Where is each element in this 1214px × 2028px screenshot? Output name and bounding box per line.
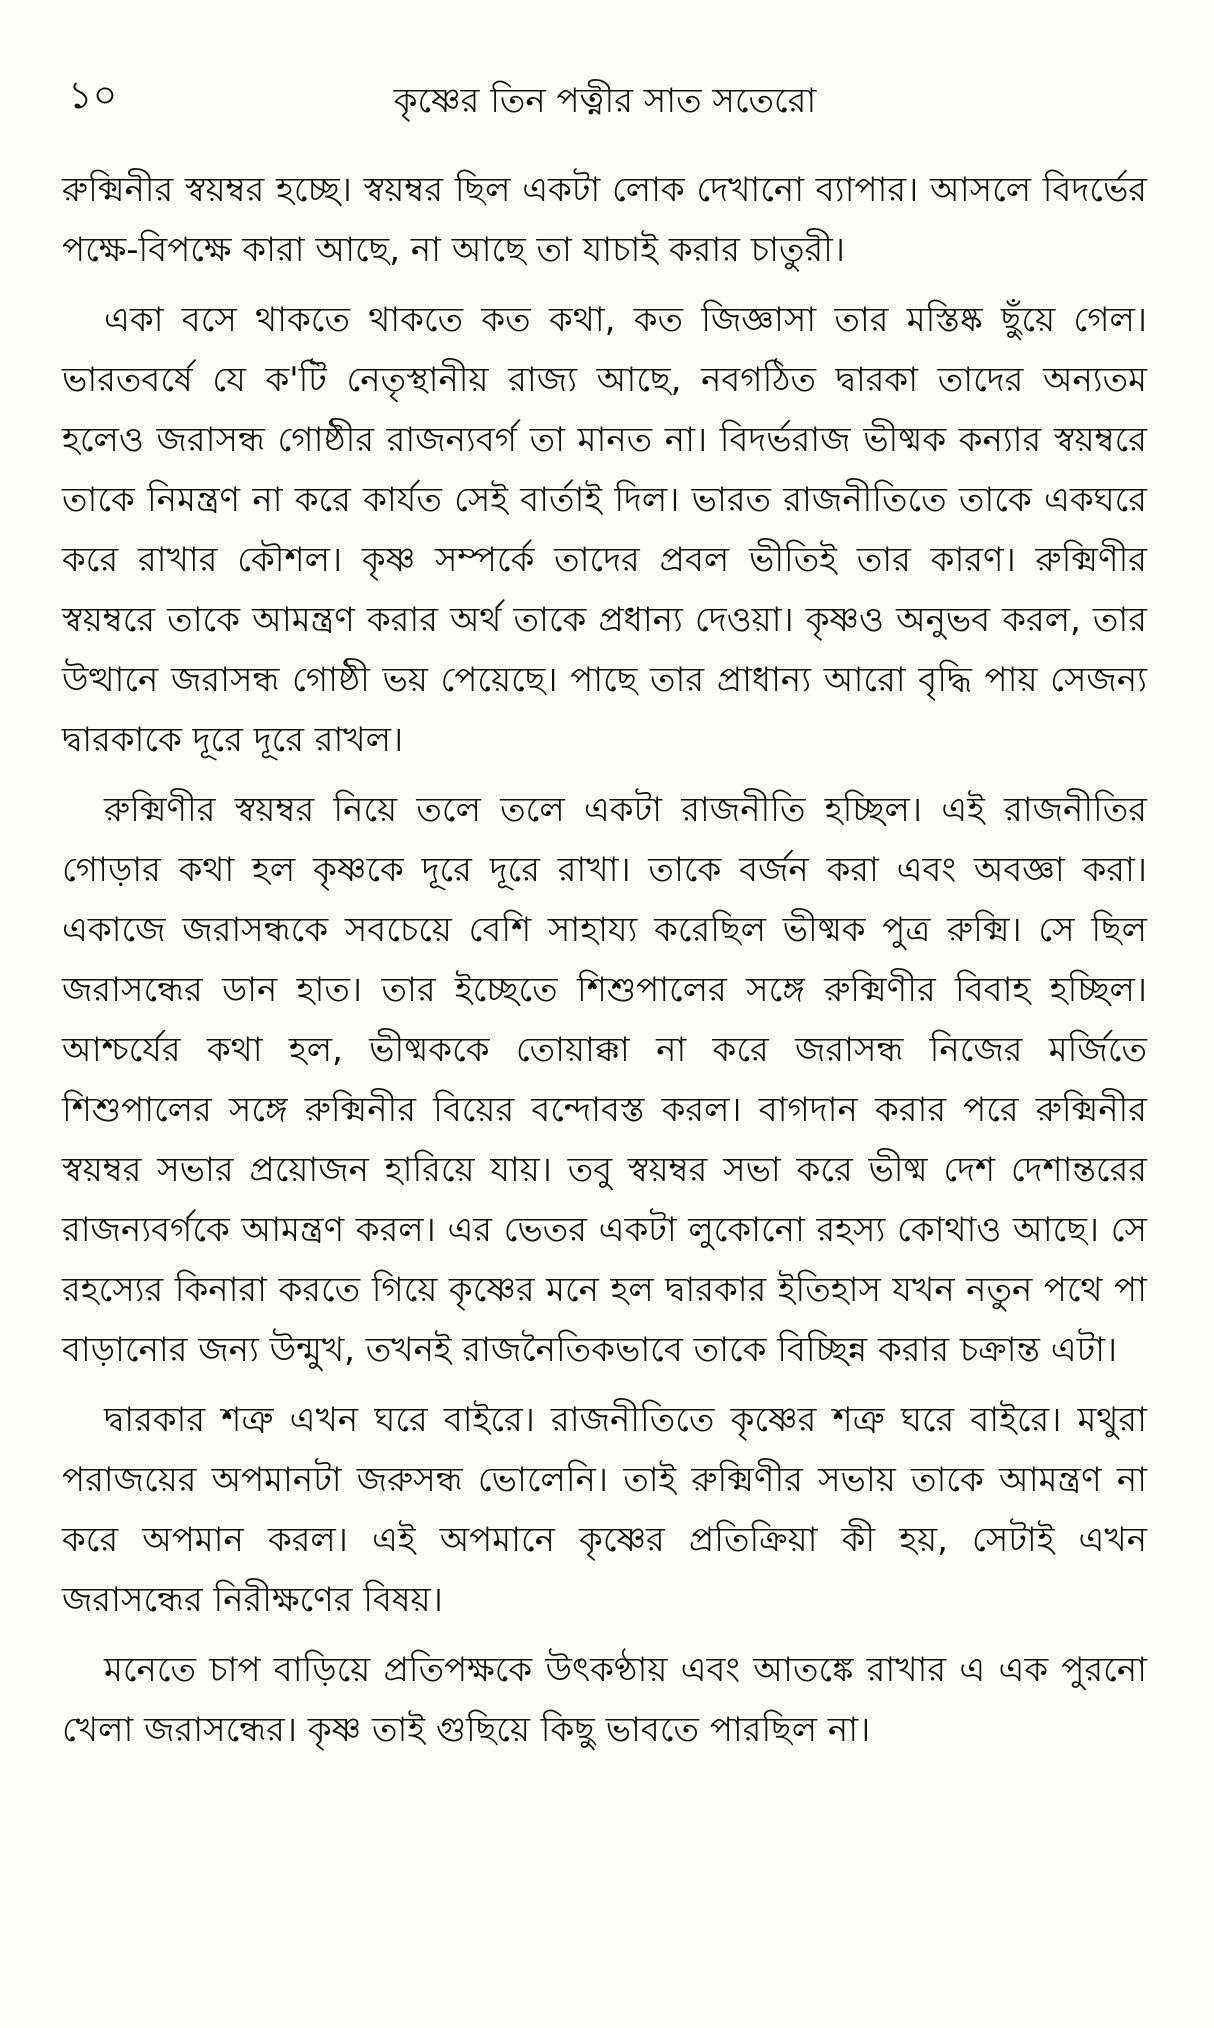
paragraph-5: মনেতে চাপ বাড়িয়ে প্রতিপক্ষকে উৎকণ্ঠায় এবং আতঙ্কে রাখার এ এক পুরনো খেলা জরাসন্ধের। কৃষ্ণ তাই গুছিয়ে কিছু ভাবতে পারছিল না। [62, 1650, 1147, 1750]
running-title: কৃষ্ণের তিন পত্নীর সাত সতেরো [393, 81, 817, 121]
paragraph-4: দ্বারকার শত্রু এখন ঘরে বাইরে। রাজনীতিতে কৃষ্ণের শত্রু ঘরে বাইরে। মথুরা পরাজয়ের অপমানটা জরুসন্ধ ভোলেনি। তাই রুক্মিণীর সভায় তাকে আমন্ত্রণ না করে অপমান করল। এই অপমানে কৃষ্ণের প্রতিক্রিয়া কী হয়, সেটাই এখন জরাসন্ধের নিরীক্ষণের বিষয়। [62, 1400, 1147, 1620]
paragraph-1: রুক্মিনীর স্বয়ম্বর হচ্ছে। স্বয়ম্বর ছিল একটা লোক দেখানো ব্যাপার। আসলে বিদর্ভের পক্ষে-বিপক্ষে কারা আছে, না আছে তা যাচাই করার চাতুরী। [62, 170, 1147, 270]
paragraph-3: রুক্মিণীর স্বয়ম্বর নিয়ে তলে তলে একটা রাজনীতি হচ্ছিল। এই রাজনীতির গোড়ার কথা হল কৃষ্ণকে দূরে দূরে রাখা। তাকে বর্জন করা এবং অবজ্ঞা করা। একাজে জরাসন্ধকে সবচেয়ে বেশি সাহায্য করেছিল ভীষ্মক পুত্র রুক্মি। সে ছিল জরাসন্ধের ডান হাত। তার ইচ্ছেতে শিশুপালের সঙ্গে রুক্মিণীর বিবাহ হচ্ছিল। আশ্চর্যের কথা হল, ভীষ্মককে তোয়াক্কা না করে জরাসন্ধ নিজের মর্জিতে শিশুপালের সঙ্গে রুক্মিনীর বিয়ের বন্দোবস্ত করল। বাগদান করার পরে রুক্মিনীর স্বয়ম্বর সভার প্রয়োজন হারিয়ে যায়। তবু স্বয়ম্বর সভা করে ভীষ্ম দেশ দেশান্তরের রাজন্যবর্গকে আমন্ত্রণ করল। এর ভেতর একটা লুকোনো রহস্য কোথাও আছে। সে রহস্যের কিনারা করতে গিয়ে কৃষ্ণের মনে হল দ্বারকার ইতিহাস যখন নতুন পথে পা বাড়ানোর জন্য উন্মুখ, তখনই রাজনৈতিকভাবে তাকে বিচ্ছিন্ন করার চক্রান্ত এটা। [62, 790, 1147, 1370]
body-text [62, 160, 1147, 1770]
page-header [60, 70, 1150, 130]
page-number: ১০ [68, 73, 118, 117]
paragraph-2: একা বসে থাকতে থাকতে কত কথা, কত জিজ্ঞাসা তার মস্তিষ্ক ছুঁয়ে গেল। ভারতবর্ষে যে ক'টি নেতৃস্থানীয় রাজ্য আছে, নবগঠিত দ্বারকা তাদের অন্যতম হলেও জরাসন্ধ গোষ্ঠীর রাজন্যবর্গ তা মানত না। বিদর্ভরাজ ভীষ্মক কন্যার স্বয়ম্বরে তাকে নিমন্ত্রণ না করে কার্যত সেই বার্তাই দিল। ভারত রাজনীতিতে তাকে একঘরে করে রাখার কৌশল। কৃষ্ণ সম্পর্কে তাদের প্রবল ভীতিই তার কারণ। রুক্মিণীর স্বয়ম্বরে তাকে আমন্ত্রণ করার অর্থ তাকে প্রধান্য দেওয়া। কৃষ্ণও অনুভব করল, তার উত্থানে জরাসন্ধ গোষ্ঠী ভয় পেয়েছে। পাছে তার প্রাধান্য আরো বৃদ্ধি পায় সেজন্য দ্বারকাকে দূরে দূরে রাখল। [62, 300, 1147, 760]
